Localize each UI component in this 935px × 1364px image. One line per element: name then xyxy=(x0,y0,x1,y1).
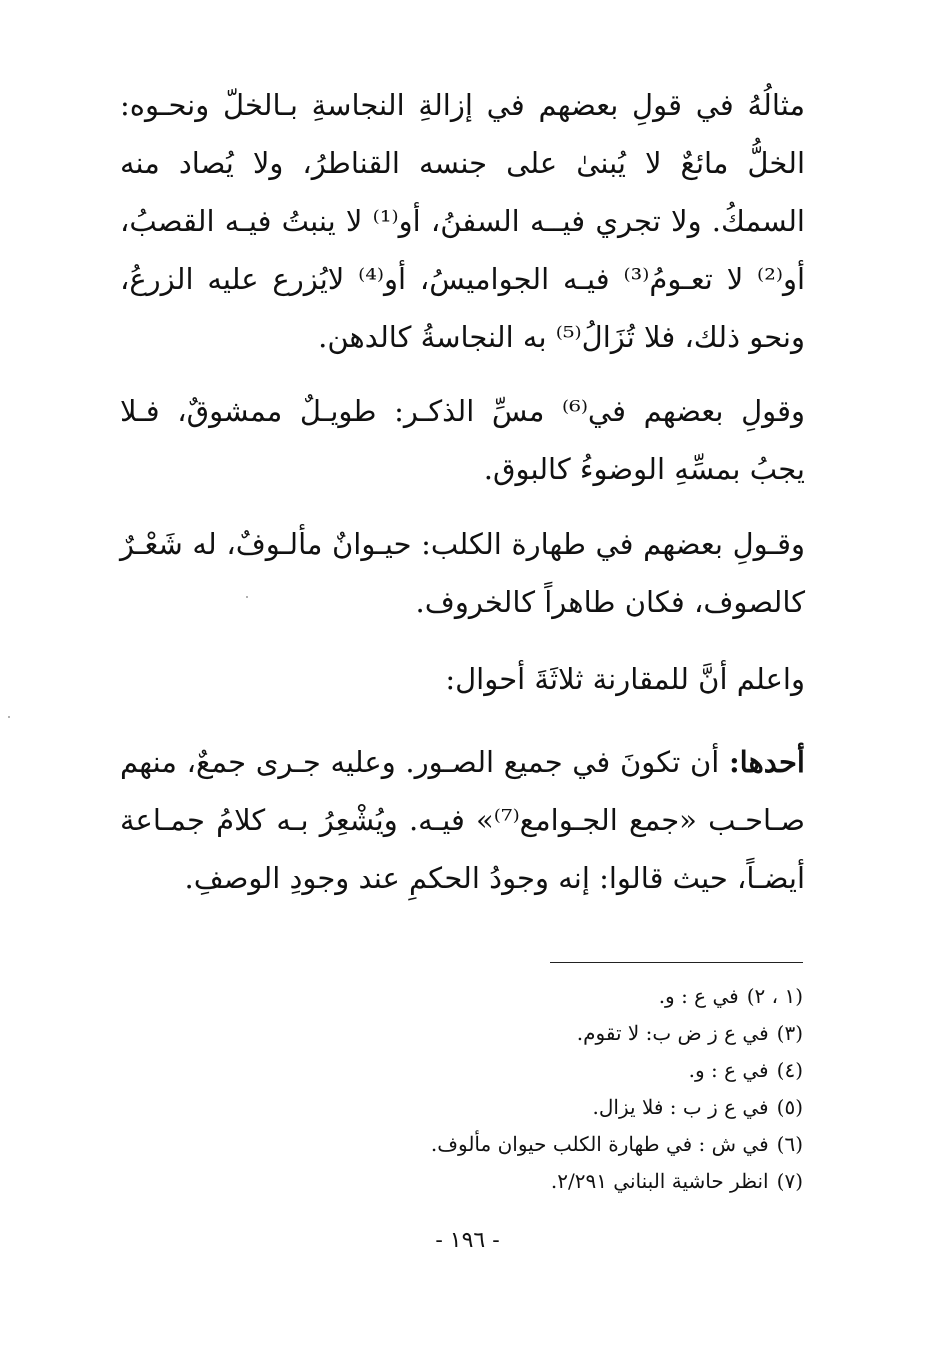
footnote-4 xyxy=(300,1052,803,1089)
footnote-mark: (٥) xyxy=(776,1095,803,1119)
paragraph-4 xyxy=(120,650,805,708)
footnote-text: في ع ز ب : فلا يزال. xyxy=(592,1095,769,1119)
footnotes xyxy=(300,978,803,1200)
paragraph-2-text: وقولِ بعضهم في⁽⁶⁾ مسِّ الذكـر: طويـلٌ ممشوقٌ، فـلا يجبُ بمسِّهِ الوضوءُ كالبوق. xyxy=(120,394,805,486)
paragraph-4-text: واعلم أنَّ للمقارنة ثلاثَةَ أحوال: xyxy=(445,662,805,696)
page-number: - ١٩٦ - xyxy=(435,1228,500,1253)
paragraph-1-text: مثالُهُ في قولِ بعضهم في إزالةِ النجاسةِ بـالخلّ ونحـوه: الخلُّ مائعٌ لا يُبنىٰ على جنسه القناطرُ، ولا يُصاد منه السمكُ. ولا تجري فيــه السفنُ، أو⁽¹⁾ لا ينبتُ فيـه القصبُ، أو⁽²⁾ لا تعـومُ⁽³⁾ فيـه الجواميسُ، أو⁽⁴⁾ لايُزرع عليه الزرعُ، ونحو ذلك، فلا تُزَالُ⁽⁵⁾ به النجاسةُ كالدهن. xyxy=(120,88,806,354)
scan-speck xyxy=(8,716,10,718)
footnote-mark: (٤) xyxy=(776,1058,803,1082)
footnote-7 xyxy=(300,1163,803,1200)
footnote-text: في ع : و. xyxy=(688,1058,769,1082)
footnote-text: في ش : في طهارة الكلب حيوان مألوف. xyxy=(430,1132,769,1156)
footnote-mark: (١ ، ٢) xyxy=(746,984,803,1008)
footnote-1-2 xyxy=(300,978,803,1015)
footnote-5 xyxy=(300,1089,803,1126)
footnote-6 xyxy=(300,1126,803,1163)
footnote-mark: (٦) xyxy=(776,1132,803,1156)
paragraph-2 xyxy=(120,382,805,498)
paragraph-3-text: وقـولِ بعضهم في طهارة الكلب: حيـوانٌ مألـوفٌ، له شَعْـرٌ كالصوف، فكان طاهراً كالخروف. xyxy=(120,527,805,619)
footnote-mark: (٣) xyxy=(776,1021,803,1045)
scan-speck xyxy=(246,596,248,598)
paragraph-5-lead: أحدها: xyxy=(728,745,805,779)
footnote-mark: (٧) xyxy=(776,1169,803,1193)
footnote-3 xyxy=(300,1015,803,1052)
paragraph-5-body: أن تكونَ في جميع الصـور. وعليه جـرى جمعٌ، منهم صـاحـب «جمع الجـوامع⁽⁷⁾» فيـه. ويُشْعِرُ بـه كلامُ جمـاعة أيضـاً، حيث قالوا: إنه وجودُ الحكمِ عند وجودِ الوصفِ. xyxy=(120,745,805,895)
paragraph-1 xyxy=(120,76,805,366)
footnote-text: في ع : و. xyxy=(658,984,739,1008)
footnote-text: في ع ز ض ب: لا تقوم. xyxy=(576,1021,769,1045)
footnote-text: انظر حاشية البناني ٢/٢٩١. xyxy=(550,1169,769,1193)
paragraph-3 xyxy=(120,515,805,631)
paragraph-5 xyxy=(120,733,805,907)
paragraph-5-text xyxy=(120,733,805,907)
footnote-separator xyxy=(550,962,803,963)
